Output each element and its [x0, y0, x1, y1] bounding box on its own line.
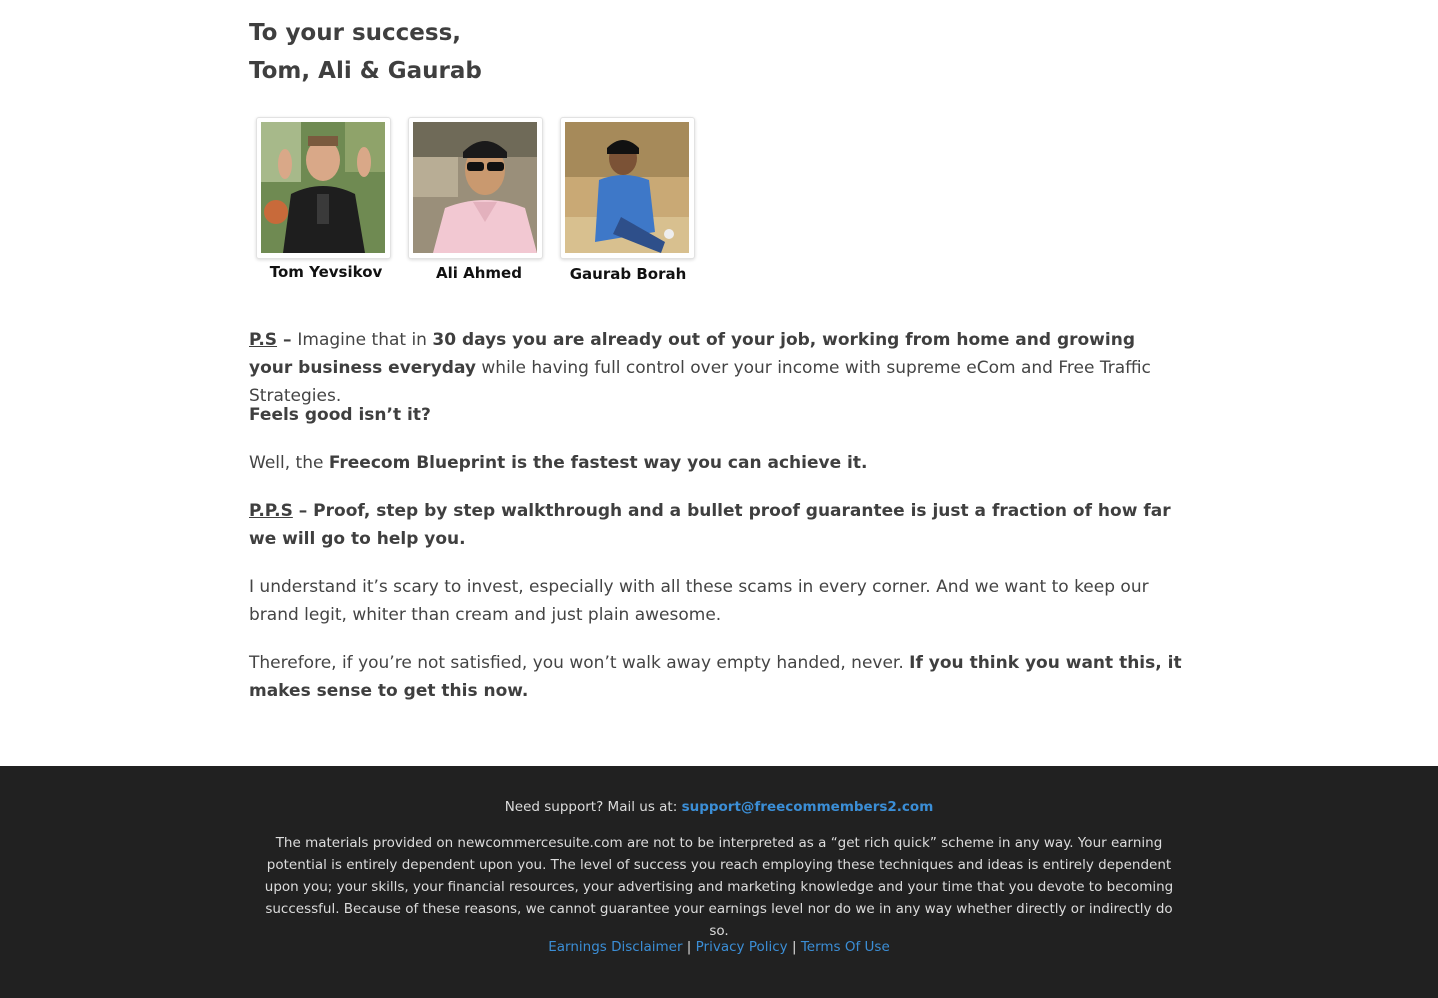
- ps-paragraph: [249, 326, 1184, 410]
- name-ali: Ali Ahmed: [436, 264, 522, 282]
- photo-card-ali: [408, 117, 543, 259]
- support-line: [0, 798, 1438, 816]
- therefore-paragraph: [249, 649, 1184, 705]
- support-email-link[interactable]: support@freecommembers2.com: [681, 799, 934, 815]
- earnings-disclaimer-text: The materials provided on newcommercesuite.com are not to be interpreted as a “get rich quick” scheme in any way. Your earning potential is entirely dependent upon you. The level of success you reach employing these techniques and ideas is entirely dependent upon you; your skills, your financial resources, your advertising and marketing knowledge and your time that you devote to becoming successful. Because of these reasons, we cannot guarantee your earnings level nor do we in any way whether directly or indirectly do so.: [264, 835, 1174, 939]
- name-gaurab: Gaurab Borah: [569, 265, 687, 283]
- signoff: [249, 14, 482, 90]
- ps-text-1: Imagine that in: [297, 330, 433, 350]
- ps-bold: 30 days you are already out of your job, working from home and growing your business everyday: [249, 330, 1135, 378]
- pps-bold: – Proof, step by step walkthrough and a bullet proof guarantee is just a fraction of how far we will go to help you.: [249, 501, 1171, 549]
- gaurab-photo: [565, 122, 689, 253]
- photo-card-tom: [256, 117, 391, 259]
- privacy-policy-link[interactable]: Privacy Policy: [695, 939, 788, 955]
- photo-card-gaurab: [560, 117, 695, 259]
- pps-label: P.P.S: [249, 501, 293, 521]
- scary-paragraph: I understand it’s scary to invest, especially with all these scams in every corner. And we want to keep our brand legit, whiter than cream and just plain awesome.: [249, 577, 1149, 625]
- footer-links: [0, 936, 1438, 958]
- name-tom: Tom Yevsikov: [269, 263, 383, 281]
- link-separator: |: [682, 939, 696, 955]
- pps-paragraph: [249, 497, 1184, 553]
- ps-text-2: while having full control over your income with supreme eCom and Free Traffic Strategies.: [249, 358, 1151, 406]
- therefore-bold: If you think you want this, it makes sense to get this now.: [249, 653, 1182, 701]
- support-text: Need support? Mail us at:: [504, 799, 682, 815]
- footer: [0, 766, 1438, 998]
- link-separator: |: [787, 939, 801, 955]
- signoff-line-2: Tom, Ali & Gaurab: [249, 58, 482, 84]
- blueprint-text: Well, the: [249, 453, 329, 473]
- blueprint-bold: Freecom Blueprint is the fastest way you can achieve it.: [328, 453, 868, 473]
- ali-photo: [413, 122, 537, 253]
- earnings-disclaimer-link[interactable]: Earnings Disclaimer: [548, 939, 683, 955]
- terms-of-use-link[interactable]: Terms Of Use: [800, 939, 890, 955]
- blueprint-paragraph: [249, 449, 1184, 477]
- ps-label: P.S: [249, 330, 278, 350]
- tom-photo: [261, 122, 385, 253]
- ps-dash: –: [277, 330, 298, 350]
- therefore-text: Therefore, if you’re not satisfied, you won’t walk away empty handed, never.: [249, 653, 910, 673]
- feels-good-text: Feels good isn’t it?: [249, 405, 431, 425]
- feels-good-paragraph: [249, 401, 1184, 429]
- signoff-line-1: To your success,: [249, 20, 462, 46]
